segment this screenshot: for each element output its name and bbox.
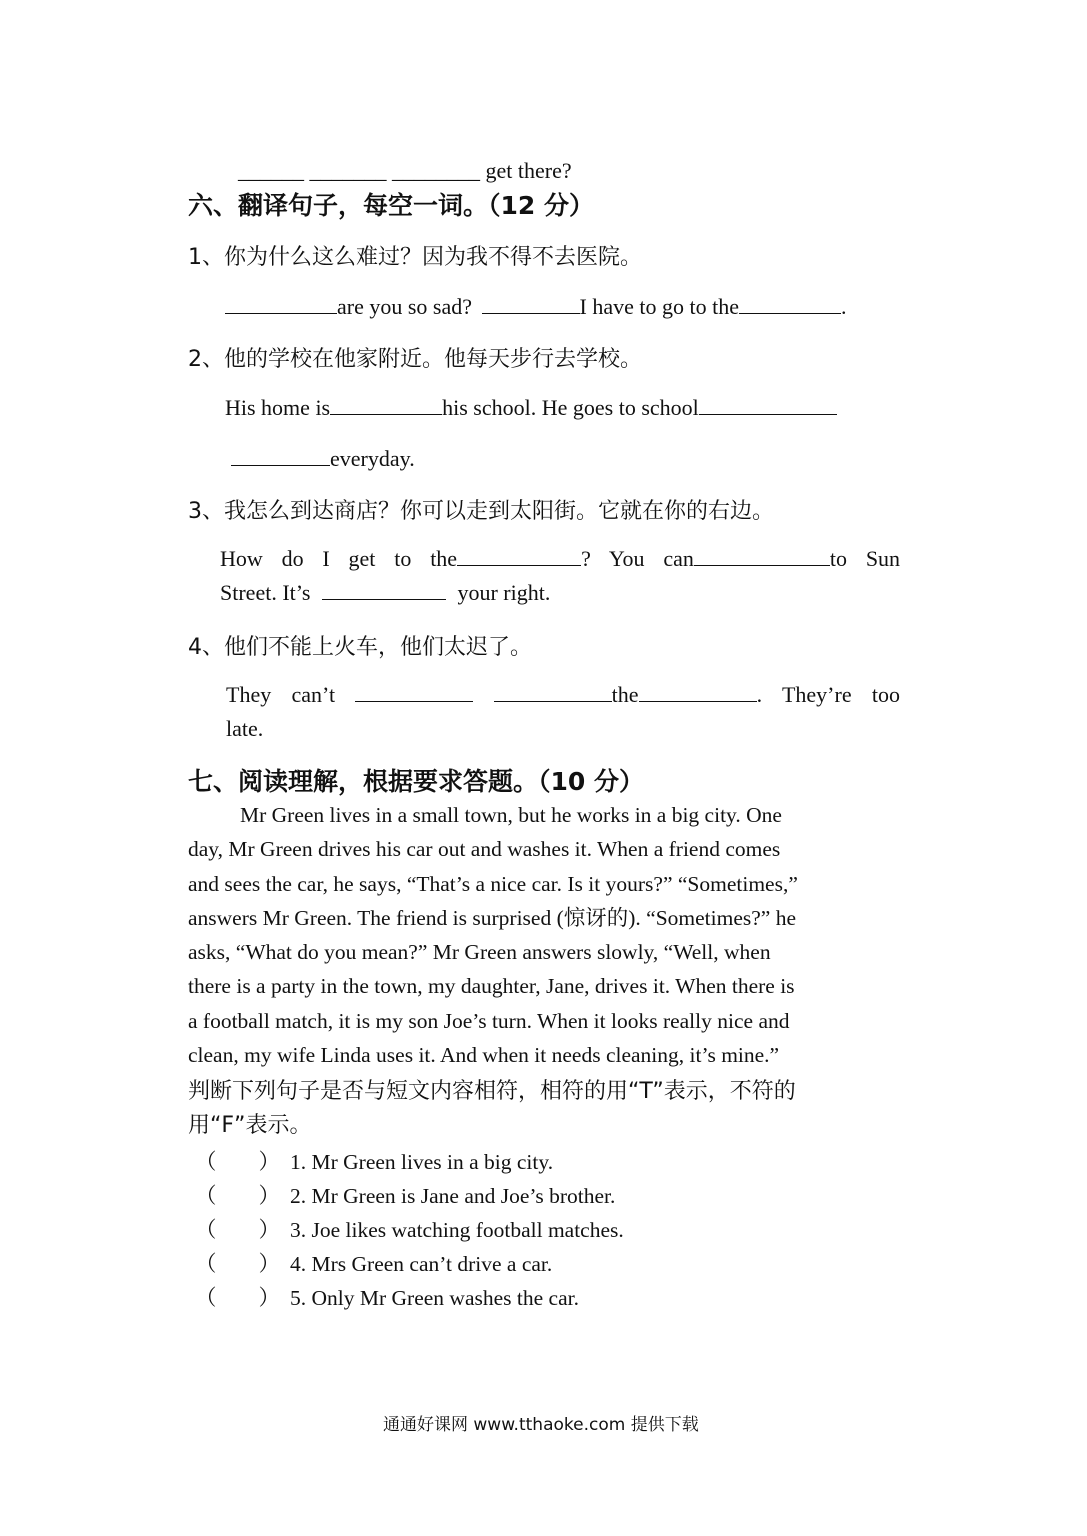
- answer-blank[interactable]: [494, 700, 612, 702]
- tf-item: [195, 1179, 615, 1210]
- tf-item: [195, 1213, 624, 1244]
- q1-part3: .: [840, 294, 847, 319]
- reading-passage: [188, 798, 900, 1072]
- q2-chinese: 2、他的学校在他家附近。他每天步行去学校。: [188, 347, 642, 372]
- passage-line: day, Mr Green drives his car out and washes it. When a friend comes: [188, 837, 781, 862]
- q3-chinese: 3、我怎么到达商店？你可以走到太阳街。它就在你的右边。: [188, 499, 774, 524]
- answer-paren[interactable]: （ ）: [195, 1252, 281, 1276]
- tf-item: [195, 1145, 553, 1176]
- q2-english-line2: [231, 446, 415, 472]
- q2-part1: His home is: [225, 395, 331, 420]
- answer-blank[interactable]: [322, 598, 446, 600]
- q3-word: can to: [663, 546, 847, 571]
- q3-word: to: [394, 546, 412, 571]
- passage-line: there is a party in the town, my daughter, Jane, drives it. When there is: [188, 974, 795, 999]
- q3-word: do: [281, 546, 304, 571]
- section6-heading: 六、翻译句子，每空一词。（12 分）: [188, 191, 594, 220]
- q3-word: get: [348, 546, 376, 571]
- q3-word: I: [322, 546, 330, 571]
- answer-blank[interactable]: [699, 413, 837, 415]
- answer-paren[interactable]: （ ）: [195, 1218, 281, 1242]
- answer-blank[interactable]: [457, 564, 581, 566]
- tf-instruction-line2: 用“F”表示。: [188, 1113, 312, 1138]
- q4-word: They: [226, 682, 272, 707]
- answer-blank[interactable]: [330, 413, 442, 415]
- q2-part3: everyday.: [330, 446, 415, 471]
- answer-blank[interactable]: [231, 464, 330, 466]
- q3-word: How: [220, 546, 263, 571]
- q3-english-line1: [220, 546, 900, 572]
- answer-blank[interactable]: [739, 312, 841, 314]
- q4-english-line2: late.: [226, 716, 264, 741]
- q4-word: can’t: [291, 682, 336, 707]
- tf-item-text: 5. Only Mr Green washes the car.: [290, 1286, 579, 1310]
- q1-part2: I have to go to the: [579, 294, 739, 319]
- q3-word: the ?: [430, 546, 591, 571]
- q3-word: You: [608, 546, 645, 571]
- page-footer: 通通好课网 www.tthaoke.com 提供下载: [383, 1415, 699, 1435]
- tf-item-text: 3. Joe likes watching football matches.: [290, 1218, 624, 1242]
- answer-paren[interactable]: （ ）: [195, 1184, 281, 1208]
- q4-word: the .: [494, 682, 762, 707]
- answer-blank[interactable]: [355, 700, 473, 702]
- q1-english: [225, 294, 846, 320]
- q3-part: Street. It’s: [220, 580, 311, 605]
- q4-word: They’re: [781, 682, 852, 707]
- q2-english-line1: [225, 395, 837, 421]
- q2-part2: his school. He goes to school: [442, 395, 699, 420]
- tf-item: [195, 1281, 579, 1312]
- answer-blank[interactable]: [694, 564, 830, 566]
- q4-word: too: [871, 682, 901, 707]
- q3-word: Sun: [865, 546, 901, 571]
- passage-line: clean, my wife Linda uses it. And when it needs cleaning, it’s mine.”: [188, 1043, 780, 1068]
- q4-english-line1: [226, 682, 900, 708]
- answer-paren[interactable]: （ ）: [195, 1150, 281, 1174]
- q4-chinese: 4、他们不能上火车，他们太迟了。: [188, 635, 532, 660]
- passage-line: Mr Green lives in a small town, but he works in a big city. One: [240, 803, 782, 827]
- tf-item-text: 2. Mr Green is Jane and Joe’s brother.: [290, 1184, 616, 1208]
- section7-heading: 七、阅读理解，根据要求答题。（10 分）: [188, 767, 644, 796]
- q1-chinese: 1、你为什么这么难过？因为我不得不去医院。: [188, 245, 642, 270]
- tf-instruction-line1: 判断下列句子是否与短文内容相符，相符的用“T”表示，不符的: [188, 1079, 796, 1104]
- passage-line: a football match, it is my son Joe’s turn. When it looks really nice and: [188, 1008, 790, 1033]
- tf-item: [195, 1247, 552, 1278]
- answer-paren[interactable]: （ ）: [195, 1286, 281, 1310]
- top-fragment-tail: get there?: [485, 158, 572, 183]
- q3-part: your right.: [457, 580, 551, 605]
- top-fragment: [238, 158, 572, 184]
- answer-blank[interactable]: [225, 312, 337, 314]
- tf-item-text: 4. Mrs Green can’t drive a car.: [290, 1252, 553, 1276]
- tf-item-text: 1. Mr Green lives in a big city.: [290, 1150, 554, 1174]
- answer-blank[interactable]: [482, 312, 580, 314]
- passage-line: and sees the car, he says, “That’s a nice car. Is it yours?” “Sometimes,”: [188, 871, 798, 896]
- answer-blank[interactable]: [639, 700, 757, 702]
- top-fragment-blanks: ______ _______ ________: [238, 158, 480, 183]
- passage-line: answers Mr Green. The friend is surprised (惊讶的). “Sometimes?” he: [188, 905, 797, 930]
- passage-line: asks, “What do you mean?” Mr Green answers slowly, “Well, when: [188, 940, 771, 965]
- q3-english-line2: [220, 580, 550, 606]
- q1-part1: are you so sad?: [337, 294, 473, 319]
